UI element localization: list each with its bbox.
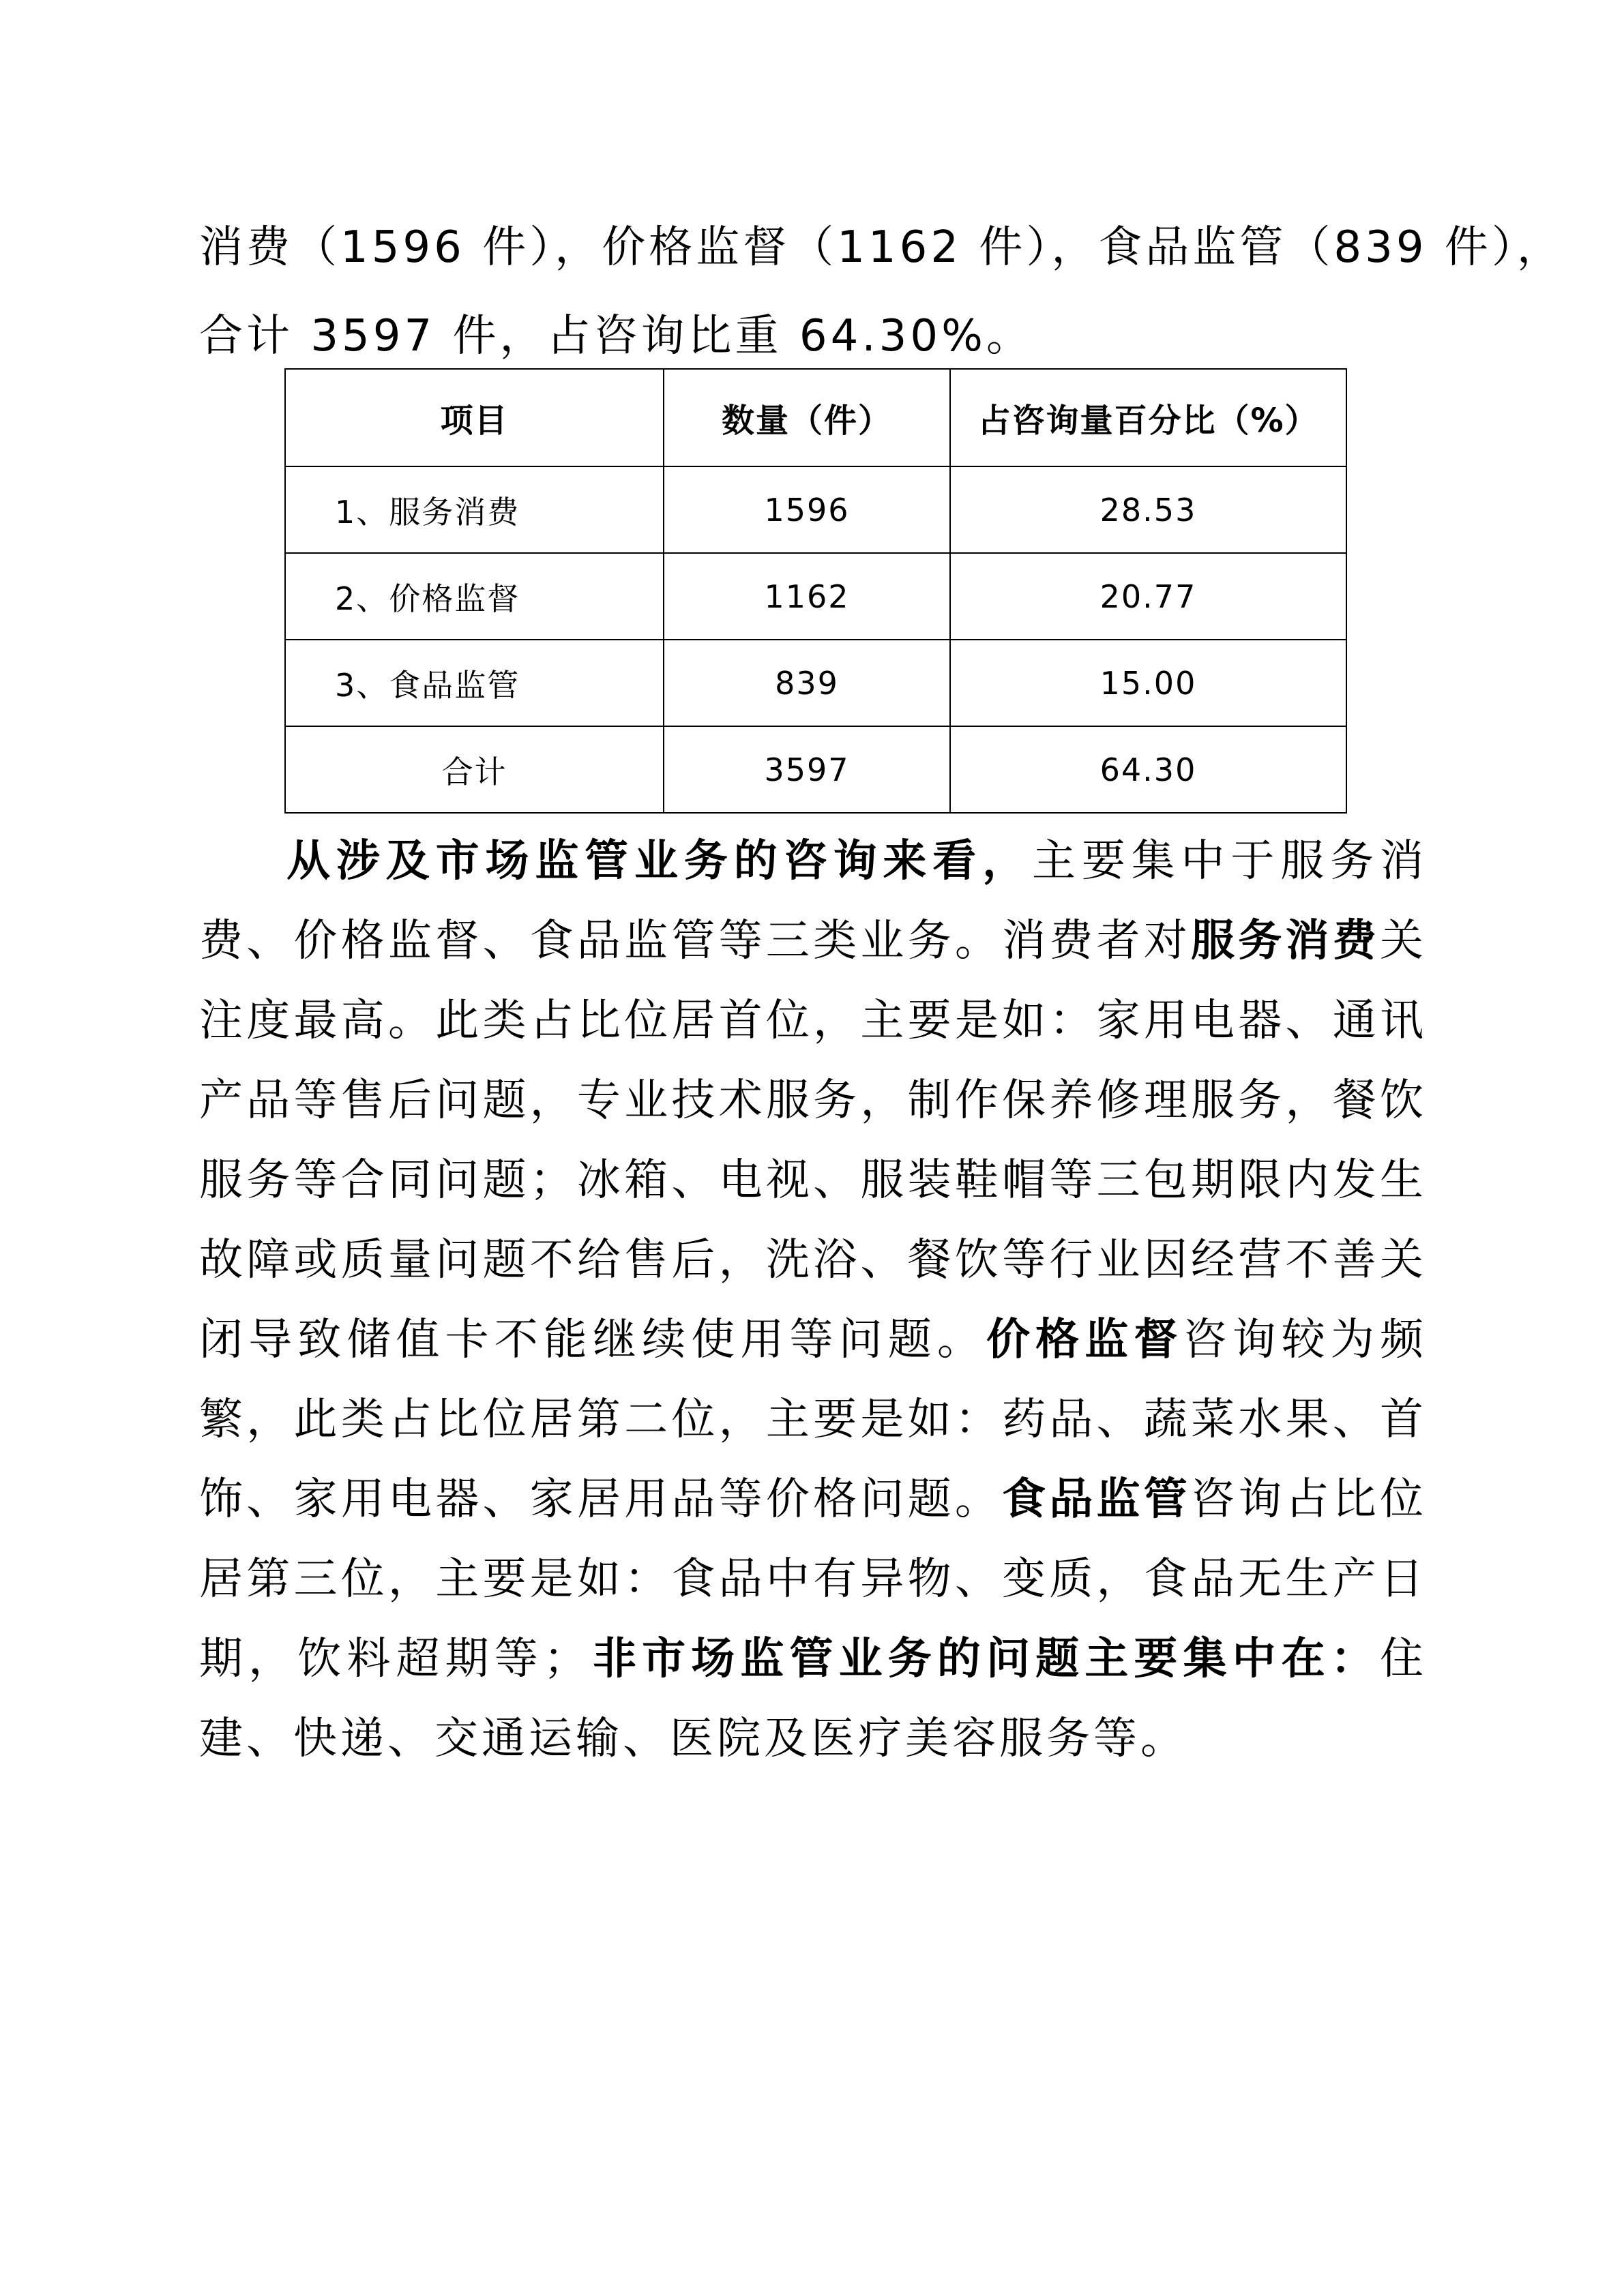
header-item: 项目 [285, 369, 664, 466]
sentence-4: 咨询占比位居第三位，主要是如：食品中有异物、变质，食品无生产日期，饮料超期等； [199, 1474, 1428, 1684]
keyword-food: 食品监管 [1002, 1474, 1192, 1525]
sentence-1: 主要集中于服务消费、价格监督、食品监管等三类业务。消费者对 [199, 836, 1427, 966]
row-percent: 15.00 [950, 640, 1346, 726]
table-row [285, 553, 1346, 640]
intro-text [199, 208, 1564, 385]
table-row [285, 466, 1346, 553]
row-count: 1162 [664, 553, 950, 640]
row-count: 1596 [664, 466, 950, 553]
keyword-price: 价格监督 [986, 1315, 1183, 1365]
intro-line-1: 消费（1596 件），价格监督（1162 件），食品监管（839 件）， [199, 222, 1564, 273]
total-count: 3597 [664, 726, 950, 813]
row-percent: 20.77 [950, 553, 1346, 640]
table-row [285, 640, 1346, 726]
row-item: 2、价格监督 [285, 553, 664, 640]
intro-line-2: 合计 3597 件，占咨询比重 64.30%。 [199, 311, 1033, 361]
keyword-service: 服务消费 [1191, 916, 1381, 966]
header-count: 数量（件） [664, 369, 950, 466]
consultation-table [284, 368, 1347, 814]
keyword-non-market: 非市场监管业务的问题主要集中在： [590, 1634, 1380, 1684]
analysis-paragraph [199, 822, 1427, 1779]
lead-phrase: 从涉及市场监管业务的咨询来看， [286, 836, 1032, 886]
row-count: 839 [664, 640, 950, 726]
total-item: 合计 [285, 726, 664, 813]
row-item: 1、服务消费 [285, 466, 664, 553]
sentence-3: 咨询较为频繁，此类占比位居第二位，主要是如：药品、蔬菜水果、首饰、家用电器、家居用品等价格问题。 [199, 1315, 1427, 1525]
table-total-row [285, 726, 1346, 813]
total-percent: 64.30 [950, 726, 1346, 813]
row-percent: 28.53 [950, 466, 1346, 553]
header-percent: 占咨询量百分比（%） [950, 369, 1346, 466]
sentence-5: 住建、快递、交通运输、医院及医疗美容服务等。 [199, 1634, 1427, 1764]
table-header-row [285, 369, 1346, 466]
row-item: 3、食品监管 [285, 640, 664, 726]
sentence-2: 关注度最高。此类占比位居首位，主要是如：家用电器、通讯产品等售后问题，专业技术服务，制作保养修理服务，餐饮服务等合同问题；冰箱、电视、服装鞋帽等三包期限内发生故障或质量问题不给售后，洗浴、餐饮等行业因经营不善关闭导致储值卡不能继续使用等问题。 [199, 916, 1428, 1365]
